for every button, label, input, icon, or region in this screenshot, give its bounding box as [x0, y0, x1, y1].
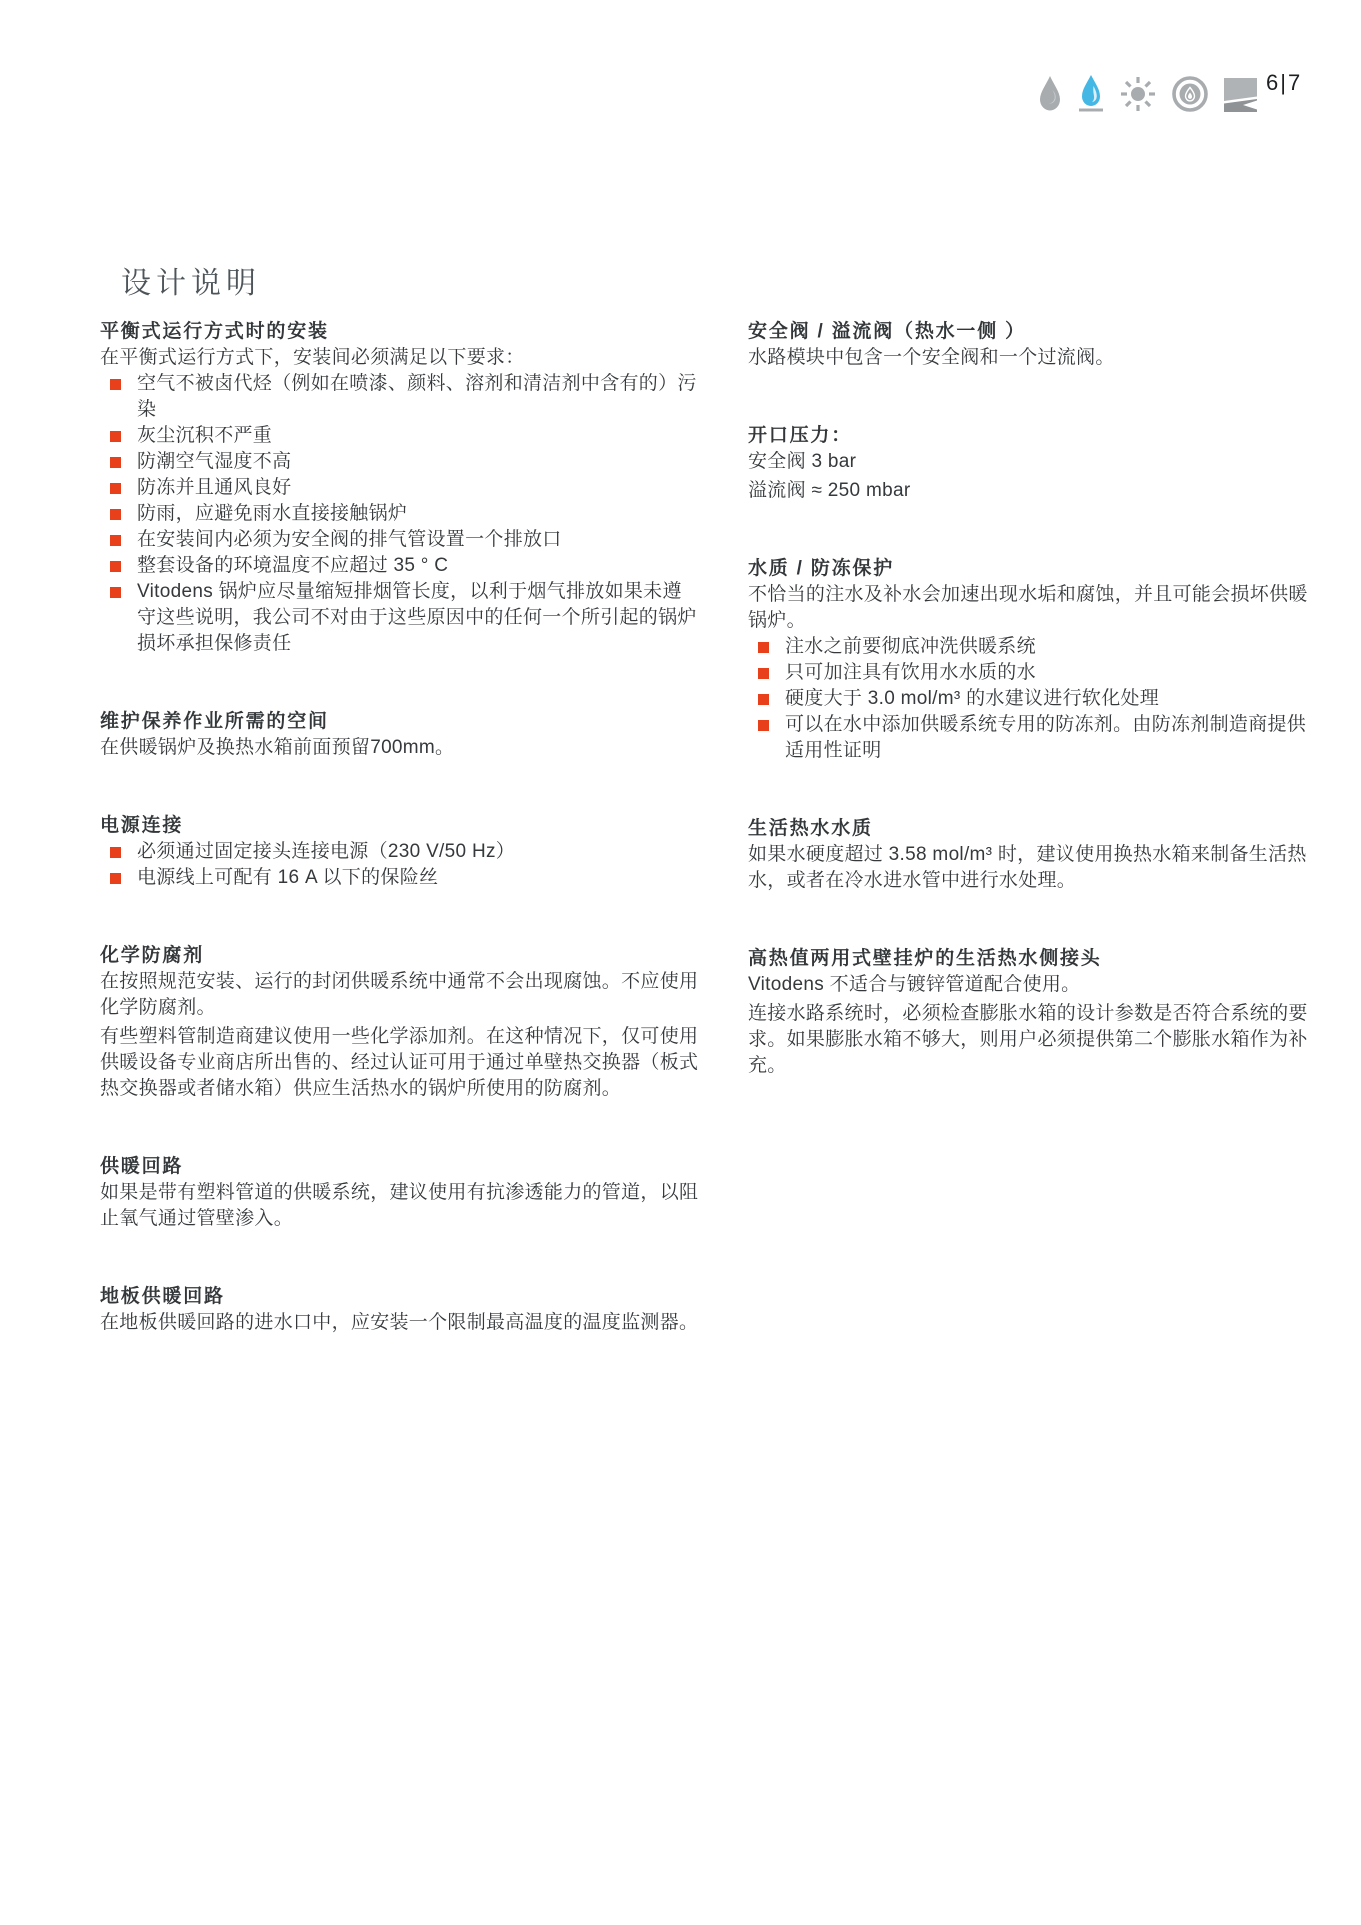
- bullet-square-icon: [758, 694, 769, 705]
- bullet-item: [100, 865, 700, 891]
- paragraph: 在平衡式运行方式下，安装间必须满足以下要求：: [100, 347, 525, 368]
- bullet-square-icon: [110, 483, 121, 494]
- bullet-text: 硬度大于 3.0 mol/m³ 的水建议进行软化处理: [785, 688, 1160, 709]
- bullet-square-icon: [110, 873, 121, 884]
- bullet-square-icon: [758, 642, 769, 653]
- bullet-item: [100, 501, 700, 527]
- sun-icon: [1120, 76, 1156, 112]
- section: [748, 556, 1310, 764]
- bullet-item: [100, 553, 700, 579]
- page-number: 6|7: [1266, 70, 1303, 95]
- bullet-item: [748, 660, 1310, 686]
- bullet-list: [100, 839, 700, 891]
- left-column: [100, 319, 700, 1388]
- bullet-item: [100, 839, 700, 865]
- paragraph: 在供暖锅炉及换热水箱前面预留700mm。: [100, 737, 455, 758]
- section: [100, 709, 700, 761]
- paragraph: 在地板供暖回路的进水口中，应安装一个限制最高温度的温度监测器。: [100, 1312, 699, 1333]
- section-heading: 安全阀 / 溢流阀（热水一侧 ）: [748, 321, 1026, 342]
- section: [100, 813, 700, 891]
- section-heading: 高热值两用式壁挂炉的生活热水侧接头: [748, 948, 1102, 969]
- section: [100, 1154, 700, 1232]
- section: [100, 319, 700, 657]
- bullet-square-icon: [758, 720, 769, 731]
- bullet-text: Vitodens 锅炉应尽量缩短排烟管长度，以利于烟气排放如果未遵守这些说明，我公司不对由于这些原因中的任何一个所引起的锅炉损坏承担保修责任: [137, 581, 697, 654]
- bullet-text: 电源线上可配有 16 A 以下的保险丝: [137, 867, 439, 888]
- section-heading: 水质 / 防冻保护: [748, 558, 895, 579]
- section-heading: 维护保养作业所需的空间: [100, 711, 329, 732]
- bullet-text: 整套设备的环境温度不应超过 35 ° C: [137, 555, 449, 576]
- bullet-list: [748, 634, 1310, 764]
- right-column: [748, 319, 1310, 1131]
- bullet-item: [748, 634, 1310, 660]
- bullet-item: [100, 371, 700, 423]
- paragraph: 不恰当的注水及补水会加速出现水垢和腐蚀，并且可能会损坏供暖锅炉。: [748, 584, 1308, 631]
- bullet-text: 只可加注具有饮用水水质的水: [785, 662, 1036, 683]
- paragraph: 水路模块中包含一个安全阀和一个过流阀。: [748, 347, 1115, 368]
- bullet-item: [100, 423, 700, 449]
- paragraph: 在按照规范安装、运行的封闭供暖系统中通常不会出现腐蚀。不应使用化学防腐剂。: [100, 971, 699, 1018]
- bullet-square-icon: [758, 668, 769, 679]
- bullet-item: [100, 579, 700, 657]
- bullet-square-icon: [110, 431, 121, 442]
- section-heading: 供暖回路: [100, 1156, 184, 1177]
- bullet-square-icon: [110, 535, 121, 546]
- paragraph: 有些塑料管制造商建议使用一些化学添加剂。在这种情况下，仅可使用供暖设备专业商店所出售的、经过认证可用于通过单壁热交换器（板式热交换器或者储水箱）供应生活热水的锅炉所使用的防腐剂。: [100, 1026, 699, 1099]
- bullet-item: [100, 449, 700, 475]
- section: [748, 423, 1310, 504]
- section-heading: 电源连接: [100, 815, 184, 836]
- page-title: 设计说明: [121, 267, 261, 300]
- bullet-item: [100, 475, 700, 501]
- gas-flame-icon: [1078, 75, 1104, 112]
- paragraph: 连接水路系统时，必须检查膨胀水箱的设计参数是否符合系统的要求。如果膨胀水箱不够大，则用户必须提供第二个膨胀水箱作为补充。: [748, 1003, 1308, 1076]
- section: [100, 943, 700, 1102]
- bullet-square-icon: [110, 509, 121, 520]
- header-icons: [1038, 72, 1257, 112]
- bullet-item: [100, 527, 700, 553]
- bullet-square-icon: [110, 587, 121, 598]
- section-heading: 地板供暖回路: [100, 1286, 225, 1307]
- bullet-text: 可以在水中添加供暖系统专用的防冻剂。由防冻剂制造商提供适用性证明: [785, 714, 1307, 761]
- section-heading: 生活热水水质: [748, 818, 873, 839]
- bullet-text: 防雨，应避免雨水直接接触锅炉: [137, 503, 408, 524]
- bullet-text: 必须通过固定接头连接电源（230 V/50 Hz）: [137, 841, 516, 862]
- bullet-item: [748, 686, 1310, 712]
- bullet-text: 灰尘沉积不严重: [137, 425, 273, 446]
- bullet-square-icon: [110, 561, 121, 572]
- bullet-text: 防潮空气湿度不高: [137, 451, 292, 472]
- paragraph: Vitodens 不适合与镀锌管道配合使用。: [748, 974, 1081, 995]
- water-drop-icon: [1038, 75, 1062, 112]
- bullet-item: [748, 712, 1310, 764]
- bullet-text: 空气不被卤代烃（例如在喷漆、颜料、溶剂和清洁剂中含有的）污染: [137, 373, 697, 420]
- section: [748, 946, 1310, 1079]
- paragraph: 安全阀 3 bar: [748, 451, 857, 472]
- section-heading: 平衡式运行方式时的安装: [100, 321, 329, 342]
- bullet-square-icon: [110, 457, 121, 468]
- section: [100, 1284, 700, 1336]
- section: [748, 319, 1310, 371]
- layers-icon: [1224, 78, 1257, 112]
- bullet-square-icon: [110, 379, 121, 390]
- paragraph: 如果是带有塑料管道的供暖系统，建议使用有抗渗透能力的管道，以阻止氧气通过管壁渗入。: [100, 1182, 699, 1229]
- paragraph: 如果水硬度超过 3.58 mol/m³ 时，建议使用换热水箱来制备生活热水，或者在冷水进水管中进行水处理。: [748, 844, 1307, 891]
- bullet-list: [100, 371, 700, 657]
- paragraph: 溢流阀 ≈ 250 mbar: [748, 480, 911, 501]
- section-heading: 开口压力：: [748, 425, 853, 446]
- section: [748, 816, 1310, 894]
- section-heading: 化学防腐剂: [100, 945, 205, 966]
- heat-circle-icon: [1172, 76, 1208, 112]
- bullet-square-icon: [110, 847, 121, 858]
- bullet-text: 防冻并且通风良好: [137, 477, 292, 498]
- bullet-text: 注水之前要彻底冲洗供暖系统: [785, 636, 1036, 657]
- bullet-text: 在安装间内必须为安全阀的排气管设置一个排放口: [137, 529, 562, 550]
